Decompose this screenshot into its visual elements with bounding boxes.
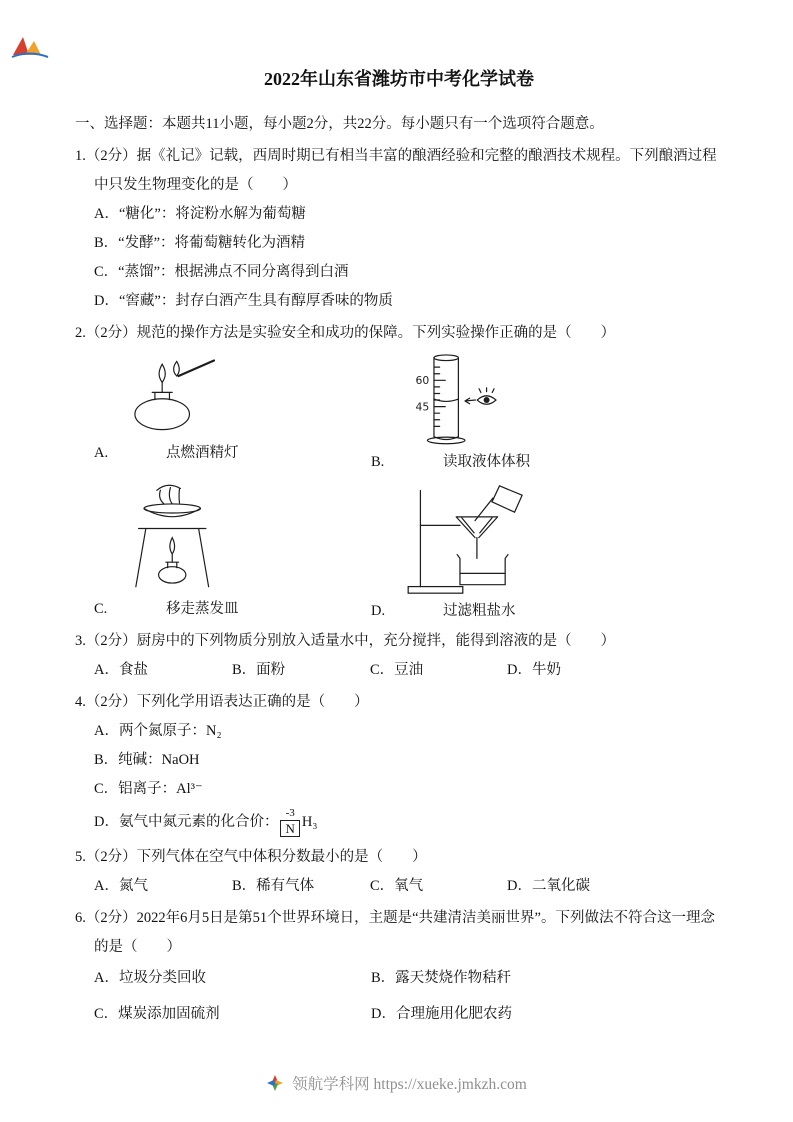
question-4 — [75, 688, 723, 840]
question-6-option-c: C．煤炭添加固硫剂 — [94, 1006, 220, 1022]
question-3-option-a: A．食盐 — [94, 662, 148, 678]
cylinder-mark-45: 45 — [415, 400, 430, 414]
figure-cell-d — [371, 483, 723, 624]
question-5 — [75, 843, 723, 901]
question-2 — [75, 319, 723, 624]
alcohol-lamp-figure — [124, 354, 371, 438]
question-6-option-d: D．合理施用化肥农药 — [371, 1006, 512, 1022]
question-4-option-c: C．铝离子：Al³⁻ — [94, 781, 203, 797]
question-3-options — [75, 656, 723, 685]
figure-c-letter: C. — [94, 601, 108, 617]
figure-a-caption — [94, 440, 371, 466]
question-6-stem: 6.（2分）2022年6月5日是第51个世界环境日，主题是“共建清洁美丽世界”。下列做法不符合这一理念的是（ ） — [75, 910, 715, 955]
figure-b-caption-text: 读取液体体积 — [443, 454, 530, 470]
document-title: 2022年山东省潍坊市中考化学试卷 — [264, 69, 534, 89]
filtration-figure — [405, 483, 723, 596]
figure-d-letter: D. — [371, 603, 386, 619]
question-6-option-b: B．露天焚烧作物秸秆 — [371, 970, 512, 986]
figure-cell-b — [371, 354, 723, 475]
question-4-stem: 4.（2分）下列化学用语表达正确的是（ ） — [75, 694, 369, 710]
figure-c-caption — [94, 596, 371, 622]
valence-notation — [280, 808, 299, 837]
question-6-option-a: A．垃圾分类回收 — [94, 970, 206, 986]
question-1-stem: 1.（2分）据《礼记》记载，西周时期已有相当丰富的酿酒经验和完整的酿酒技术规程。下列酿酒过程中只发生物理变化的是（ ） — [75, 148, 717, 193]
question-3-stem: 3.（2分）厨房中的下列物质分别放入适量水中，充分搅拌，能得到溶液的是（ ） — [75, 633, 616, 649]
cylinder-mark-60: 60 — [415, 374, 430, 388]
figure-a-caption-text: 点燃酒精灯 — [166, 445, 239, 461]
graduated-cylinder-figure — [383, 354, 723, 447]
question-2-stem: 2.（2分）规范的操作方法是实验安全和成功的保障。下列实验操作正确的是（ ） — [75, 325, 616, 341]
question-6 — [75, 904, 723, 1029]
question-5-option-b: B．稀有气体 — [232, 878, 315, 894]
eye-icon — [465, 388, 496, 404]
question-1-option-c: C．“蒸馏”：根据沸点不同分离得到白酒 — [94, 264, 349, 280]
question-4-option-d-prefix: D．氨气中氮元素的化合价： — [94, 814, 279, 830]
footer-logo-icon — [266, 1074, 284, 1092]
question-3-option-d: D．牛奶 — [507, 662, 561, 678]
question-4-option-d — [75, 804, 723, 840]
question-5-option-d: D．二氧化碳 — [507, 878, 590, 894]
valence-number: -3 — [285, 806, 295, 819]
figure-d-caption — [371, 598, 723, 624]
question-5-stem: 5.（2分）下列气体在空气中体积分数最小的是（ ） — [75, 849, 427, 865]
evaporating-dish-figure — [122, 483, 371, 594]
figure-cell-c — [94, 483, 371, 624]
question-5-option-c: C．氧气 — [370, 878, 424, 894]
footer-text: 领航学科网 https://xueke.jmkzh.com — [292, 1076, 527, 1093]
question-4-option-d-suffix: H₃ — [301, 814, 318, 830]
figure-cell-a — [94, 354, 371, 475]
question-5-option-a: A．氮气 — [94, 878, 148, 894]
figure-b-caption — [371, 449, 723, 475]
footer — [0, 1072, 793, 1094]
figure-a-letter: A. — [94, 445, 109, 461]
figure-d-caption-text: 过滤粗盐水 — [443, 603, 516, 619]
valence-element: N — [280, 820, 299, 837]
question-2-figures — [75, 354, 723, 624]
question-1-option-b: B．“发酵”：将葡萄糖转化为酒精 — [94, 235, 306, 251]
question-1-option-d: D．“窖藏”：封存白酒产生具有醇厚香味的物质 — [94, 293, 393, 309]
question-3-option-c: C．豆油 — [370, 662, 424, 678]
question-6-options — [75, 964, 723, 1029]
figure-b-letter: B. — [371, 454, 385, 470]
section-header: 一、选择题：本题共11小题，每小题2分，共22分。每小题只有一个选项符合题意。 — [75, 116, 604, 132]
question-4-option-b: B．纯碱：NaOH — [94, 752, 200, 768]
question-3-option-b: B．面粉 — [232, 662, 286, 678]
question-1-option-a: A．“糖化”：将淀粉水解为葡萄糖 — [94, 206, 306, 222]
question-1 — [75, 142, 723, 316]
question-5-options — [75, 872, 723, 901]
question-4-option-a: A．两个氮原子：N₂ — [94, 723, 222, 739]
question-3 — [75, 627, 723, 685]
figure-c-caption-text: 移走蒸发皿 — [166, 601, 239, 617]
